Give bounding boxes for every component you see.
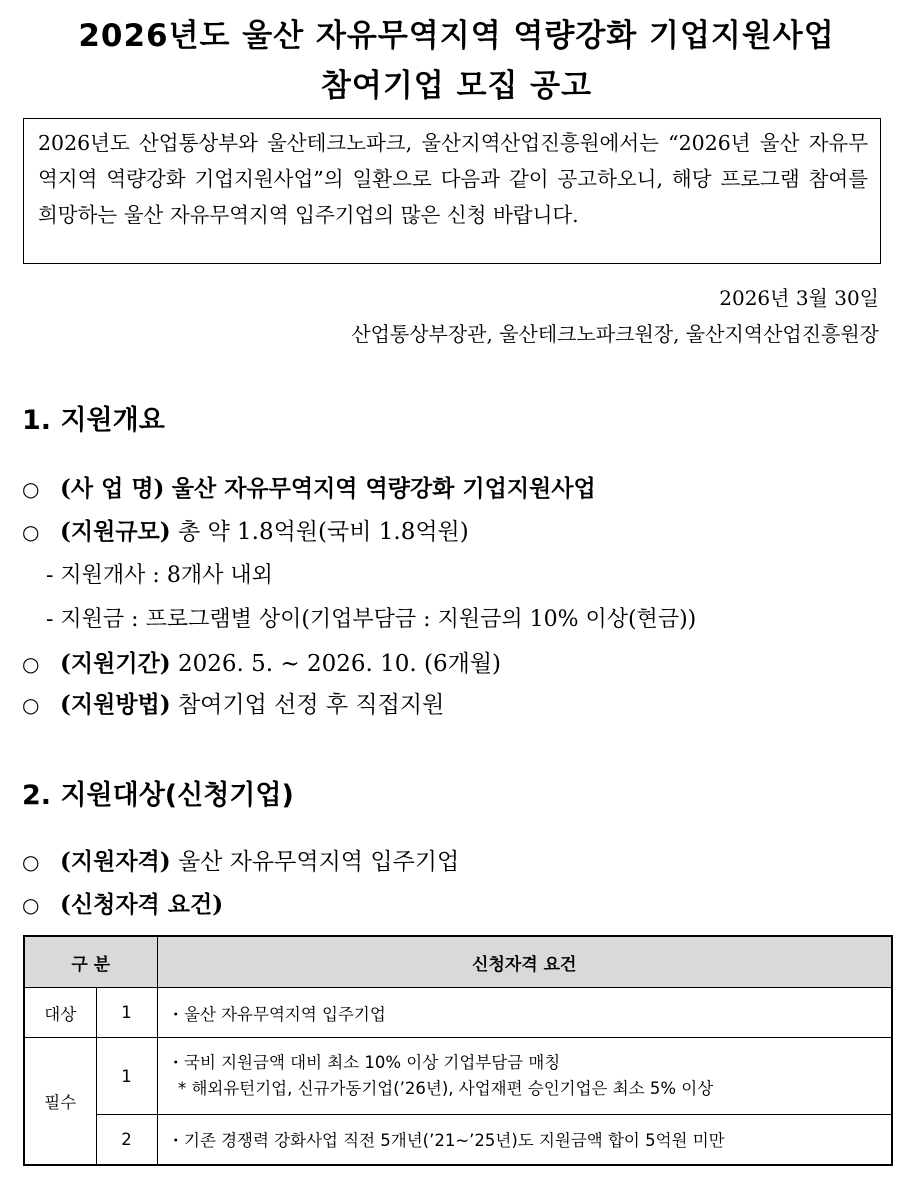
bullet-key: (지원자격) [60, 848, 171, 875]
circle-bullet-icon: ○ [22, 477, 40, 501]
row-requirement [157, 1038, 892, 1115]
announcement-date: 2026년 3월 30일 [719, 286, 879, 310]
bullet-key: (신청자격 요건) [60, 891, 224, 918]
page-subtitle: 참여기업 모집 공고 [320, 68, 593, 104]
table-row [24, 988, 892, 1038]
intro-text: 2026년도 산업통상부와 울산테크노파크, 울산지역산업진흥원에서는 “2026년 울산 자유무역지역 역량강화 기업지원사업”의 일환으로 다음과 같이 공고하오니, 해당 프로그램 참여를 희망하는 울산 자유무역지역 입주기업의 많은 신청 바랍니다. [38, 131, 868, 227]
requirements-table [23, 935, 893, 1166]
row-requirement: ・울산 자유무역지역 입주기업 [157, 988, 892, 1038]
bullet-qualification [22, 843, 459, 876]
requirement-line: ・국비 지원금액 대비 최소 10% 이상 기업부담금 매칭 [167, 1053, 561, 1072]
table-header-row [24, 936, 892, 988]
circle-bullet-icon: ○ [22, 652, 40, 676]
circle-bullet-icon: ○ [22, 520, 40, 544]
bullet-support-scale [22, 513, 469, 546]
row-requirement: ・기존 경쟁력 강화사업 직전 5개년(’21~’25년)도 지원금액 합이 5억원 미만 [157, 1115, 892, 1165]
signer: 산업통상부장관, 울산테크노파크원장, 울산지역산업진흥원장 [351, 322, 879, 346]
bullet-support-method [22, 686, 444, 719]
circle-bullet-icon: ○ [22, 893, 40, 917]
bullet-requirements [22, 886, 223, 919]
bullet-business-name [22, 470, 596, 503]
row-group: 대상 [24, 988, 96, 1038]
bullet-key: (지원방법) [60, 691, 171, 718]
bullet-key: (지원규모) [60, 518, 171, 545]
row-number: 1 [96, 1038, 157, 1115]
bullet-value: 울산 자유무역지역 입주기업 [177, 849, 460, 875]
row-number: 1 [96, 988, 157, 1038]
bullet-key: (지원기간) [60, 650, 171, 677]
row-number: 2 [96, 1115, 157, 1165]
requirement-note: * 해외유턴기업, 신규가동기업(’26년), 사업재편 승인기업은 최소 5% 이상 [167, 1079, 714, 1098]
header-category: 구 분 [24, 936, 157, 988]
sub-item-company-count: - 지원개사 : 8개사 내외 [46, 563, 273, 588]
bullet-value: 참여기업 선정 후 직접지원 [177, 692, 445, 718]
section-2-heading: 2. 지원대상(신청기업) [22, 780, 294, 811]
bullet-value: 울산 자유무역지역 역량강화 기업지원사업 [171, 475, 596, 502]
intro-box [23, 118, 881, 264]
header-requirement: 신청자격 요건 [157, 936, 892, 988]
page-title: 2026년도 울산 자유무역지역 역량강화 기업지원사업 [78, 18, 835, 54]
table-row [24, 1115, 892, 1165]
bullet-key: (사 업 명) [60, 475, 165, 502]
sub-item-support-fund: - 지원금 : 프로그램별 상이(기업부담금 : 지원금의 10% 이상(현금)) [46, 607, 697, 632]
section-1-heading: 1. 지원개요 [22, 405, 165, 436]
bullet-value: 총 약 1.8억원(국비 1.8억원) [177, 519, 469, 545]
row-group: 필수 [24, 1038, 96, 1165]
table-row [24, 1038, 892, 1115]
circle-bullet-icon: ○ [22, 850, 40, 874]
bullet-support-period [22, 645, 501, 678]
circle-bullet-icon: ○ [22, 693, 40, 717]
bullet-value: 2026. 5. ~ 2026. 10. (6개월) [177, 651, 502, 677]
